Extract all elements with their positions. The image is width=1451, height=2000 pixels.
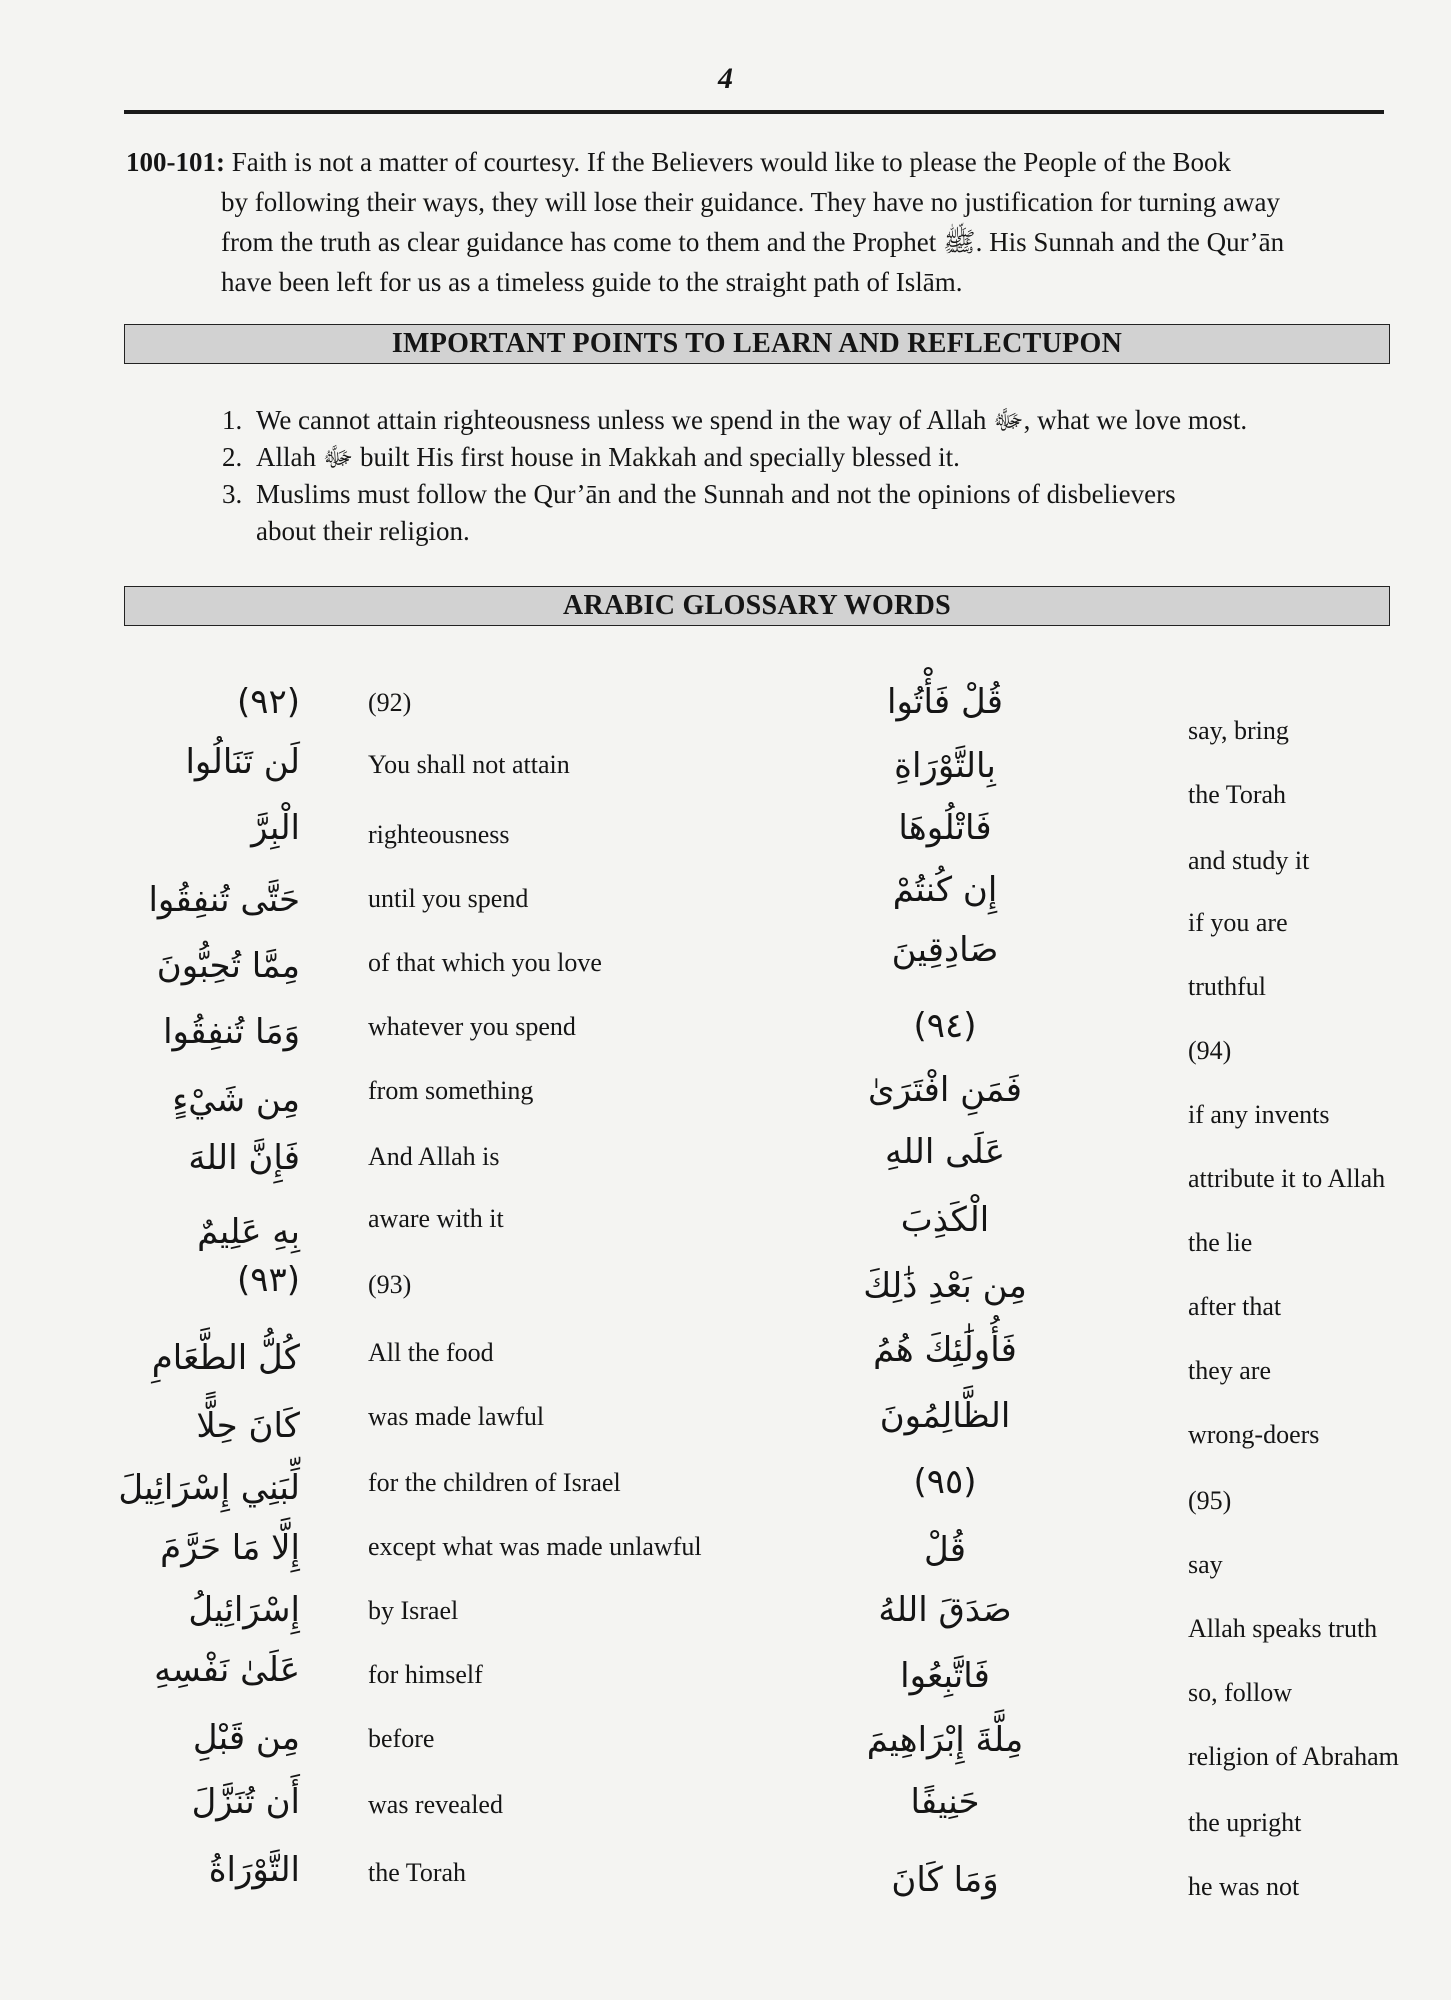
glossary-english-left: whatever you spend — [368, 1012, 576, 1041]
glossary-english-right: the upright — [1188, 1808, 1302, 1837]
glossary-arabic-right: فَمَنِ افْتَرَىٰ — [868, 1070, 1022, 1110]
glossary-english-right: so, follow — [1188, 1678, 1292, 1707]
glossary-english-left: for the children of Israel — [368, 1468, 621, 1497]
glossary-english-right: and study it — [1188, 846, 1310, 875]
glossary-english-left: from something — [368, 1076, 534, 1105]
commentary-line: from the truth as clear guidance has come to them and the Prophet ﷺ. His Sunnah and the Qur’ān — [221, 227, 1285, 257]
glossary-arabic-left: التَّوْرَاةُ — [208, 1850, 300, 1890]
commentary-line: by following their ways, they will lose their guidance. They have no justification for turning away — [221, 187, 1280, 217]
glossary-arabic-right: فَأُولَٰئِكَ هُمُ — [873, 1330, 1017, 1370]
glossary-english-left: by Israel — [368, 1596, 459, 1625]
glossary-english-right: truthful — [1188, 972, 1266, 1001]
glossary-english-right: religion of Abraham — [1188, 1742, 1399, 1771]
glossary-arabic-right: فَاتَّبِعُوا — [900, 1656, 990, 1696]
page-number: 4 — [718, 62, 733, 95]
glossary-arabic-left: فَإِنَّ اللهَ — [188, 1138, 300, 1178]
glossary-english-left: except what was made unlawful — [368, 1532, 702, 1561]
glossary-arabic-left: بِهِ عَلِيمٌ — [197, 1212, 300, 1252]
glossary-arabic-right: مِن بَعْدِ ذَٰلِكَ — [863, 1266, 1027, 1306]
glossary-english-right: after that — [1188, 1292, 1282, 1321]
glossary-english-left: And Allah is — [368, 1142, 500, 1171]
glossary-arabic-left: أَن تُنَزَّلَ — [191, 1782, 300, 1822]
glossary-english-left: righteousness — [368, 820, 510, 849]
glossary-arabic-right: الْكَذِبَ — [900, 1200, 990, 1240]
glossary-arabic-right: فَاتْلُوهَا — [898, 808, 992, 848]
point-item: 3. Muslims must follow the Qur’ān and the Sunnah and not the opinions of disbelievers — [222, 479, 1176, 509]
glossary-english-left: before — [368, 1724, 435, 1753]
glossary-arabic-right: حَنِيفًا — [910, 1782, 980, 1822]
commentary-first-line: Faith is not a matter of courtesy. If the Believers would like to please the People of the Book — [231, 147, 1231, 177]
commentary-paragraph — [126, 142, 1376, 302]
glossary-arabic-left: مِن قَبْلِ — [192, 1718, 300, 1758]
glossary-english-right: they are — [1188, 1356, 1272, 1385]
glossary-english-left: for himself — [368, 1660, 483, 1689]
glossary-english-right: he was not — [1188, 1872, 1300, 1901]
glossary-english-left: until you spend — [368, 884, 529, 913]
glossary-arabic-right: قُلْ فَأْتُوا — [887, 682, 1003, 722]
glossary-arabic-left: وَمَا تُنفِقُوا — [163, 1012, 300, 1052]
verse-reference: 100-101: — [126, 147, 225, 177]
glossary-english-right: attribute it to Allah — [1188, 1164, 1386, 1193]
glossary-english-left: (92) — [368, 688, 412, 717]
glossary-arabic-right: قُلْ — [923, 1530, 966, 1570]
glossary-english-left: You shall not attain — [368, 750, 570, 779]
commentary-line: have been left for us as a timeless guide to the straight path of Islām. — [221, 267, 963, 297]
glossary-arabic-left: إِلَّا مَا حَرَّمَ — [160, 1528, 300, 1568]
glossary-arabic-left: حَتَّى تُنفِقُوا — [148, 880, 300, 920]
glossary-english-right: wrong-doers — [1188, 1420, 1320, 1449]
glossary-arabic-left: عَلَىٰ نَفْسِهِ — [154, 1650, 300, 1690]
glossary-english-right: Allah speaks truth — [1188, 1614, 1378, 1643]
glossary-arabic-right: الظَّالِمُونَ — [879, 1396, 1011, 1436]
glossary-arabic-left: إِسْرَائِيلُ — [188, 1590, 300, 1630]
glossary-english-left: (93) — [368, 1270, 412, 1299]
glossary-english-left: was made lawful — [368, 1402, 545, 1431]
glossary-english-right: the lie — [1188, 1228, 1253, 1257]
glossary-english-right: if any invents — [1188, 1100, 1330, 1129]
glossary-arabic-left: لِّبَنِي إِسْرَائِيلَ — [118, 1468, 300, 1508]
glossary-heading: ARABIC GLOSSARY WORDS — [124, 586, 1390, 626]
glossary-english-left: All the food — [368, 1338, 494, 1367]
glossary-english-right: if you are — [1188, 908, 1288, 937]
glossary-arabic-right: وَمَا كَانَ — [891, 1860, 999, 1900]
glossary-arabic-left: مِن شَيْءٍ — [172, 1080, 300, 1120]
glossary-arabic-right: مِلَّةَ إِبْرَاهِيمَ — [866, 1720, 1024, 1760]
points-heading: IMPORTANT POINTS TO LEARN AND REFLECTUPON — [124, 324, 1390, 364]
glossary-english-right: say — [1188, 1550, 1223, 1579]
glossary-arabic-right: صَدَقَ اللهُ — [878, 1590, 1012, 1630]
glossary-arabic-right: (٩٥) — [913, 1462, 977, 1502]
glossary-english-left: was revealed — [368, 1790, 503, 1819]
point-item: 1. We cannot attain righteousness unless we spend in the way of Allah ﷻ, what we love most. — [222, 405, 1248, 435]
glossary-arabic-right: بِالتَّوْرَاةِ — [894, 746, 996, 786]
points-list — [222, 402, 1372, 550]
glossary-arabic-left: الْبِرَّ — [251, 808, 300, 848]
glossary-arabic-right: عَلَى اللهِ — [885, 1132, 1005, 1172]
glossary-arabic-right: إِن كُنتُمْ — [892, 870, 998, 910]
glossary-arabic-left: مِمَّا تُحِبُّونَ — [156, 946, 300, 986]
glossary-arabic-left: كَانَ حِلًّا — [196, 1406, 300, 1446]
glossary-arabic-left: كُلُّ الطَّعَامِ — [151, 1338, 300, 1378]
glossary-arabic-right: صَادِقِينَ — [891, 930, 999, 970]
glossary-english-left: aware with it — [368, 1204, 504, 1233]
glossary-arabic-left: لَن تَنَالُوا — [185, 742, 300, 782]
point-item: about their religion. — [256, 516, 470, 546]
glossary-english-right: say, bring — [1188, 716, 1289, 745]
glossary-english-right: the Torah — [1188, 780, 1287, 809]
glossary-english-left: the Torah — [368, 1858, 467, 1887]
header-rule — [124, 110, 1384, 114]
glossary-english-left: of that which you love — [368, 948, 602, 977]
glossary-arabic-left: (٩٣) — [236, 1260, 300, 1300]
glossary-arabic-right: (٩٤) — [913, 1006, 977, 1046]
glossary-english-right: (94) — [1188, 1036, 1232, 1065]
glossary-english-right: (95) — [1188, 1486, 1232, 1515]
point-item: 2. Allah ﷻ built His first house in Makkah and specially blessed it. — [222, 442, 960, 472]
glossary-arabic-left: (٩٢) — [236, 682, 300, 722]
